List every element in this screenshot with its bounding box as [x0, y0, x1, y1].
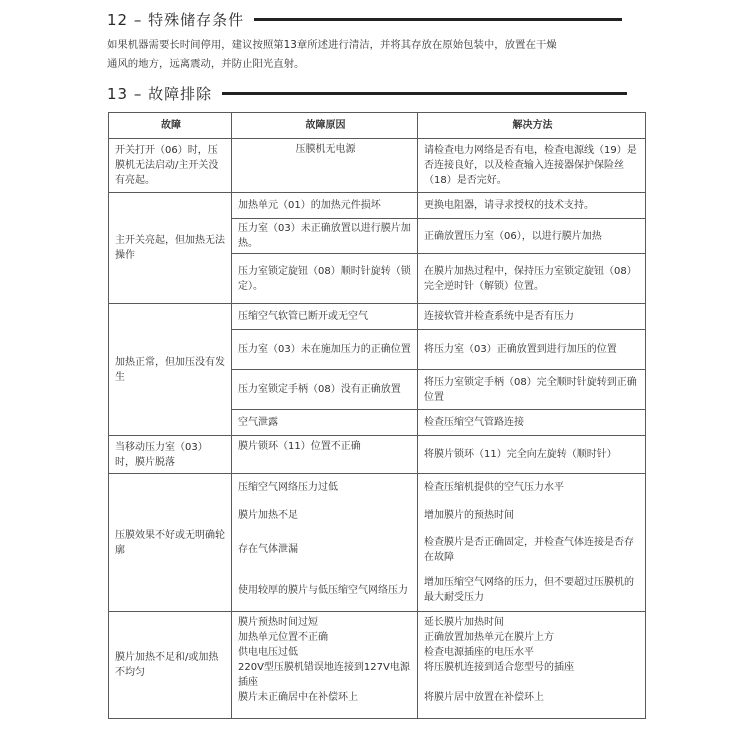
cause-cell [232, 612, 418, 719]
section-13-title: 13 – 故障排除 [107, 85, 213, 103]
table-row [109, 139, 646, 193]
fault-cell: 开关打开（06）时，压膜机无法启动/主开关没有亮起。 [109, 139, 232, 193]
solution-line: 延长膜片加热时间 [424, 617, 504, 628]
solution-cell: 将膜片锁环（11）完全向左旋转（顺时针） [418, 436, 646, 474]
section-13-heading [107, 83, 627, 104]
cause-cell: 膜片加热不足 [232, 502, 418, 530]
heading-rule [254, 18, 622, 21]
fault-cell: 加热正常，但加压没有发生 [109, 304, 232, 436]
header-fault: 故障 [109, 113, 232, 139]
cause-line: 膜片预热时间过短 [238, 617, 318, 628]
cause-line: 膜片未正确居中在补偿环上 [238, 692, 358, 703]
table-row [109, 474, 646, 502]
table-header-row [109, 113, 646, 139]
cause-cell: 压力室（03）未正确放置以进行膜片加热。 [232, 219, 418, 254]
section-12-title: 12 – 特殊储存条件 [107, 11, 245, 29]
solution-line: 将膜片居中放置在补偿环上 [424, 692, 544, 703]
cause-cell: 压力室锁定手柄（08）没有正确放置 [232, 370, 418, 410]
cause-cell: 压膜机无电源 [232, 139, 418, 193]
table-row [109, 612, 646, 719]
troubleshooting-table [108, 112, 646, 719]
paragraph-line: 通风的地方，远离震动，并防止阳光直射。 [107, 58, 305, 70]
solution-cell: 正确放置压力室（06），以进行膜片加热 [418, 219, 646, 254]
storage-paragraph [107, 36, 652, 74]
cause-cell: 膜片锁环（11）位置不正确 [232, 436, 418, 474]
solution-cell: 检查膜片是否正确固定，并检查气体连接是否存在故障 [418, 530, 646, 570]
solution-cell: 将压力室锁定手柄（08）完全顺时针旋转到正确位置 [418, 370, 646, 410]
cause-cell: 压缩空气网络压力过低 [232, 474, 418, 502]
cause-cell: 压缩空气软管已断开或无空气 [232, 304, 418, 330]
section-12-heading [107, 9, 622, 30]
solution-cell: 检查压缩空气管路连接 [418, 410, 646, 436]
paragraph-line: 如果机器需要长时间停用，建议按照第13章所述进行清洁，并将其存放在原始包装中，放置在干燥 [107, 39, 557, 51]
header-cause: 故障原因 [232, 113, 418, 139]
solution-cell: 检查压缩机提供的空气压力水平 [418, 474, 646, 502]
solution-line: 检查电源插座的电压水平 [424, 647, 534, 658]
cause-line: 220V型压膜机错误地连接到127V电源插座 [238, 662, 410, 688]
cause-cell: 存在气体泄漏 [232, 530, 418, 570]
cause-line: 加热单元位置不正确 [238, 632, 328, 643]
solution-cell: 更换电阻器，请寻求授权的技术支持。 [418, 193, 646, 219]
table-row [109, 304, 646, 330]
solution-cell: 连接软管并检查系统中是否有压力 [418, 304, 646, 330]
heading-rule [222, 92, 627, 95]
solution-cell: 请检查电力网络是否有电，检查电源线（19）是否连接良好，以及检查输入连接器保护保险丝（18）是否完好。 [418, 139, 646, 193]
solution-line: 正确放置加热单元在膜片上方 [424, 632, 554, 643]
cause-cell: 压力室锁定旋钮（08）顺时针旋转（锁定）。 [232, 254, 418, 304]
fault-cell: 主开关亮起，但加热无法操作 [109, 193, 232, 304]
table-row [109, 193, 646, 219]
table-row [109, 436, 646, 474]
solution-cell [418, 612, 646, 719]
fault-cell: 当移动压力室（03）时，膜片脱落 [109, 436, 232, 474]
header-solution: 解决方法 [418, 113, 646, 139]
cause-cell: 使用较厚的膜片与低压缩空气网络压力 [232, 570, 418, 612]
solution-cell: 在膜片加热过程中，保持压力室锁定旋钮（08）完全逆时针（解锁）位置。 [418, 254, 646, 304]
cause-line: 供电电压过低 [238, 647, 298, 658]
fault-cell: 压膜效果不好或无明确轮廓 [109, 474, 232, 612]
solution-cell: 增加压缩空气网络的压力，但不要超过压膜机的最大耐受压力 [418, 570, 646, 612]
solution-cell: 增加膜片的预热时间 [418, 502, 646, 530]
fault-cell: 膜片加热不足和/或加热不均匀 [109, 612, 232, 719]
cause-cell: 压力室（03）未在施加压力的正确位置 [232, 330, 418, 370]
cause-cell: 空气泄露 [232, 410, 418, 436]
solution-cell: 将压力室（03）正确放置到进行加压的位置 [418, 330, 646, 370]
solution-line: 将压膜机连接到适合您型号的插座 [424, 662, 574, 673]
cause-cell: 加热单元（01）的加热元件损坏 [232, 193, 418, 219]
